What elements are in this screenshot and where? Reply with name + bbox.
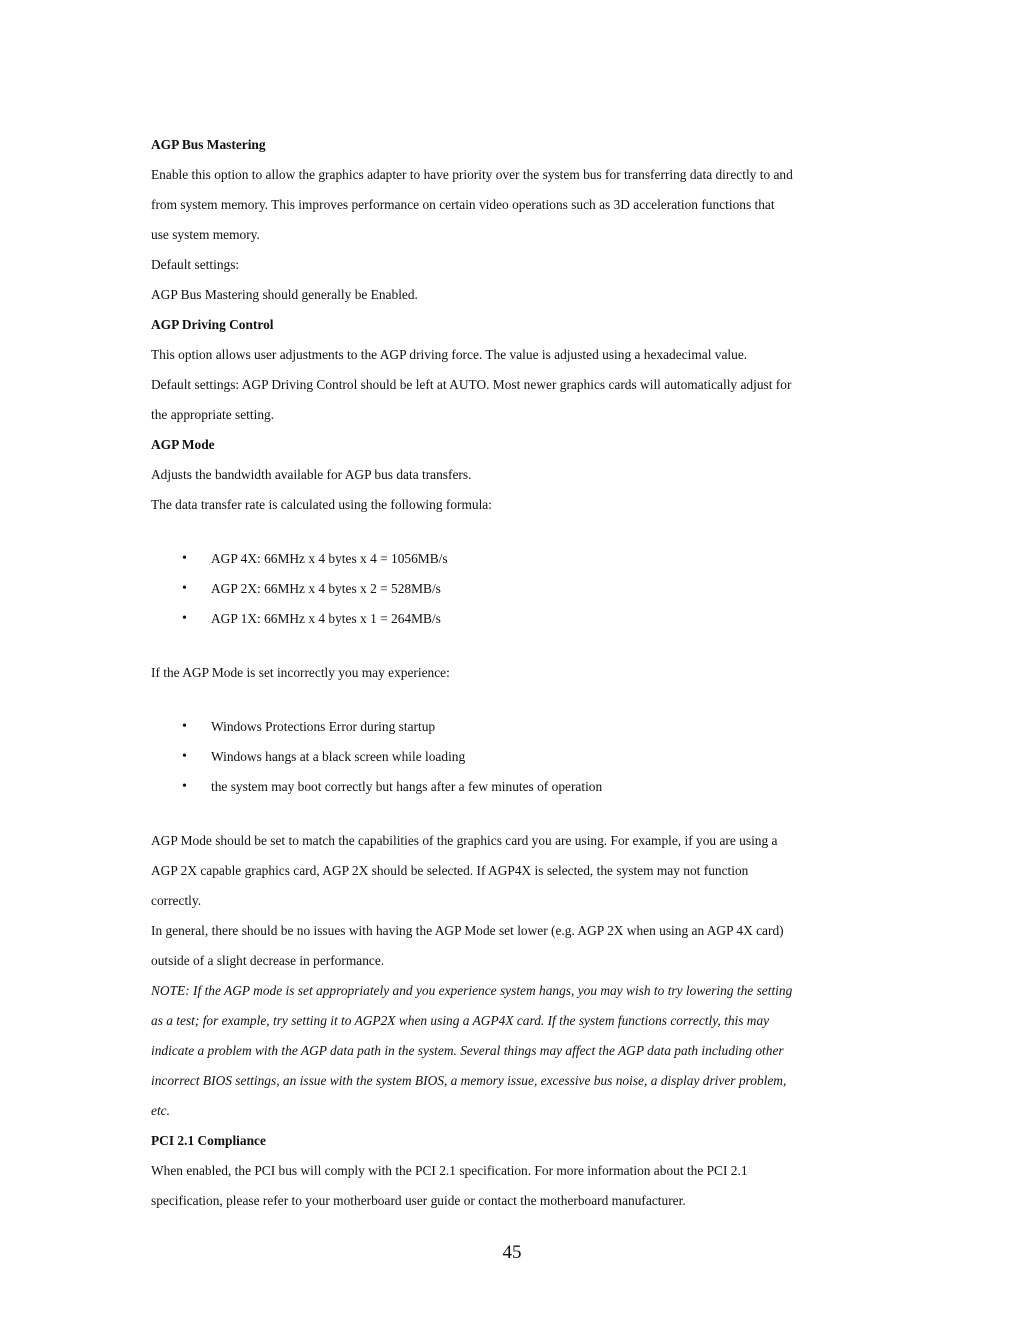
list-item-text: Windows Protections Error during startup	[211, 719, 436, 734]
body-text-line: the appropriate setting.	[151, 407, 275, 422]
bullet-icon: •	[182, 719, 187, 734]
bullet-icon: •	[182, 779, 187, 794]
list-item-text: AGP 4X: 66MHz x 4 bytes x 4 = 1056MB/s	[211, 551, 448, 566]
bullet-icon: •	[182, 581, 187, 596]
section-heading-agp-mode: AGP Mode	[151, 437, 215, 452]
list-item	[151, 772, 881, 802]
section-heading-agp-bus-mastering: AGP Bus Mastering	[151, 137, 266, 152]
bullet-icon: •	[182, 611, 187, 626]
list-item	[151, 544, 881, 574]
note-text-line: indicate a problem with the AGP data path in the system. Several things may affect the AGP data path including other	[151, 1043, 784, 1058]
bullet-icon: •	[182, 551, 187, 566]
list-item	[151, 574, 881, 604]
symptom-bullet-list	[151, 712, 881, 802]
list-item-text: Windows hangs at a black screen while loading	[211, 749, 466, 764]
list-item-text: AGP 2X: 66MHz x 4 bytes x 2 = 528MB/s	[211, 581, 441, 596]
paragraph-gap	[151, 802, 881, 826]
formula-bullet-list	[151, 544, 881, 634]
body-text-line: specification, please refer to your motherboard user guide or contact the motherboard manufacturer.	[151, 1193, 686, 1208]
note-text-line: etc.	[151, 1103, 170, 1118]
body-text-line: correctly.	[151, 893, 202, 908]
section-heading-pci-compliance: PCI 2.1 Compliance	[151, 1133, 266, 1148]
list-item	[151, 712, 881, 742]
document-page	[151, 130, 881, 1216]
body-text-line: In general, there should be no issues with having the AGP Mode set lower (e.g. AGP 2X when using an AGP 4X card)	[151, 923, 784, 938]
body-text-line: from system memory. This improves performance on certain video operations such as 3D acceleration functions that	[151, 197, 775, 212]
body-text-line: When enabled, the PCI bus will comply with the PCI 2.1 specification. For more information about the PCI 2.1	[151, 1163, 748, 1178]
list-item	[151, 742, 881, 772]
body-text-line: use system memory.	[151, 227, 260, 242]
note-text-line: as a test; for example, try setting it to AGP2X when using a AGP4X card. If the system functions correctly, this may	[151, 1013, 770, 1028]
body-text-line: outside of a slight decrease in performance.	[151, 953, 385, 968]
list-item-text: AGP 1X: 66MHz x 4 bytes x 1 = 264MB/s	[211, 611, 441, 626]
note-text-line: incorrect BIOS settings, an issue with the system BIOS, a memory issue, excessive bus noise, a display driver problem,	[151, 1073, 787, 1088]
body-text-line: This option allows user adjustments to the AGP driving force. The value is adjusted using a hexadecimal value.	[151, 347, 748, 362]
paragraph-gap	[151, 634, 881, 658]
body-text-line: AGP Bus Mastering should generally be Enabled.	[151, 287, 418, 302]
section-heading-agp-driving-control: AGP Driving Control	[151, 317, 274, 332]
page-number: 45	[502, 1242, 522, 1263]
body-text-line: Default settings: AGP Driving Control should be left at AUTO. Most newer graphics cards will automatically adjust for	[151, 377, 792, 392]
paragraph-gap	[151, 688, 881, 712]
list-item	[151, 604, 881, 634]
note-text-line: NOTE: If the AGP mode is set appropriately and you experience system hangs, you may wish to try lowering the setting	[151, 983, 793, 998]
paragraph-gap	[151, 520, 881, 544]
body-text-line: If the AGP Mode is set incorrectly you may experience:	[151, 665, 450, 680]
body-text-line: Enable this option to allow the graphics adapter to have priority over the system bus for transferring data directly to and	[151, 167, 793, 182]
bullet-icon: •	[182, 749, 187, 764]
body-text-line: Default settings:	[151, 257, 240, 272]
body-text-line: AGP Mode should be set to match the capabilities of the graphics card you are using. For example, if you are using a	[151, 833, 778, 848]
body-text-line: Adjusts the bandwidth available for AGP bus data transfers.	[151, 467, 472, 482]
body-text-line: AGP 2X capable graphics card, AGP 2X should be selected. If AGP4X is selected, the system may not function	[151, 863, 749, 878]
list-item-text: the system may boot correctly but hangs after a few minutes of operation	[211, 779, 603, 794]
body-text-line: The data transfer rate is calculated using the following formula:	[151, 497, 492, 512]
